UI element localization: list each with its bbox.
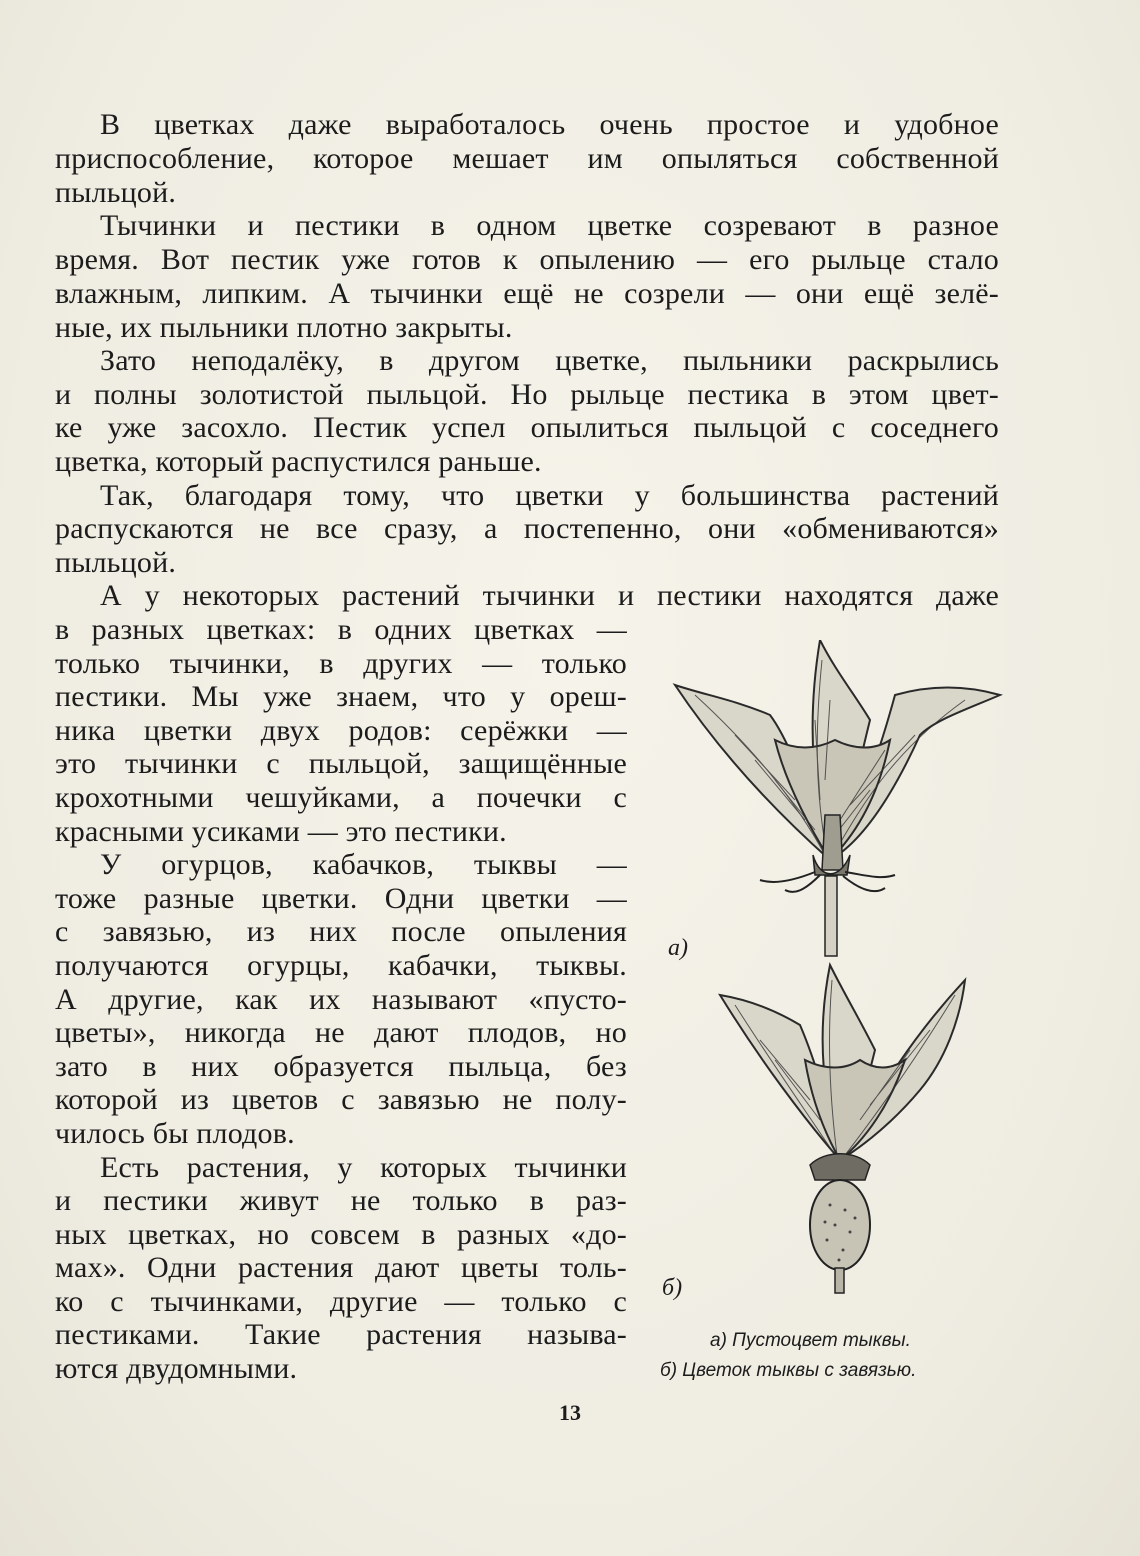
figure-label-a: а) [668, 935, 688, 961]
text-line: мах». Одни растения дают цветы толь- [55, 1251, 627, 1284]
text-line: Зато неподалёку, в другом цветке, пыльники раскрылись [100, 344, 999, 377]
text-line: Так, благодаря тому, что цветки у большинства растений [100, 479, 999, 512]
text-line: ются двудомными. [55, 1352, 298, 1385]
text-line: которой из цветов с завязью не полу- [55, 1083, 627, 1116]
page-number: 13 [559, 1400, 581, 1425]
figure-label-b: б) [662, 1275, 683, 1301]
text-line: ные, их пыльники плотно закрыты. [55, 311, 513, 344]
text-line: и полны золотистой пыльцой. Но рыльце пестика в этом цвет- [55, 378, 999, 411]
text-line: В цветках даже выработалось очень простое и удобное [100, 108, 999, 141]
text-line: красными усиками — это пестики. [55, 815, 507, 848]
text-line: получаются огурцы, кабачки, тыквы. [55, 949, 627, 982]
pumpkin-female-flower-illustration [715, 960, 975, 1295]
text-line: с завязью, из них после опыления [55, 915, 627, 948]
text-line: тоже разные цветки. Одни цветки — [55, 882, 627, 915]
text-line: А другие, как их называют «пусто- [55, 983, 627, 1016]
text-line: ке уже засохло. Пестик успел опылиться пыльцой с соседнего [55, 411, 999, 444]
text-line: ника цветки двух родов: серёжки — [55, 714, 627, 747]
text-line: пыльцой. [55, 176, 177, 209]
text-line: приспособление, которое мешает им опыляться собственной [55, 142, 999, 175]
pumpkin-male-flower-illustration [665, 640, 1005, 960]
figure-caption-b: б) Цветок тыквы с завязью. [660, 1360, 917, 1381]
text-line: чилось бы плодов. [55, 1117, 295, 1150]
text-line: в разных цветках: в одних цветках — [55, 613, 627, 646]
text-line: время. Вот пестик уже готов к опылению — его рыльце стало [55, 243, 999, 276]
text-line: ных цветках, но совсем в разных «до- [55, 1218, 627, 1251]
text-line: У огурцов, кабачков, тыквы — [100, 848, 627, 881]
text-line: зато в них образуется пыльца, без [55, 1050, 627, 1083]
text-line: распускаются не все сразу, а постепенно, они «обмениваются» [55, 512, 999, 545]
text-line: Тычинки и пестики в одном цветке созревают в разное [100, 209, 999, 242]
text-line: цветы», никогда не дают плодов, но [55, 1016, 627, 1049]
figure-caption-a: а) Пустоцвет тыквы. [710, 1330, 911, 1351]
text-line: А у некоторых растений тычинки и пестики находятся даже [100, 579, 999, 612]
text-line: влажным, липким. А тычинки ещё не созрели — они ещё зелё- [55, 277, 999, 310]
text-line: Есть растения, у которых тычинки [100, 1151, 627, 1184]
text-line: пестики. Мы уже знаем, что у ореш- [55, 680, 627, 713]
text-line: только тычинки, в других — только [55, 647, 627, 680]
text-line: цветка, который распустился раньше. [55, 445, 542, 478]
text-line: крохотными чешуйками, а почечки с [55, 781, 627, 814]
text-line: пыльцой. [55, 546, 177, 579]
text-line: это тычинки с пыльцой, защищённые [55, 747, 627, 780]
text-line: и пестики живут не только в раз- [55, 1184, 627, 1217]
text-line: ко с тычинками, другие — только с [55, 1285, 627, 1318]
text-line: пестиками. Такие растения называ- [55, 1318, 627, 1351]
